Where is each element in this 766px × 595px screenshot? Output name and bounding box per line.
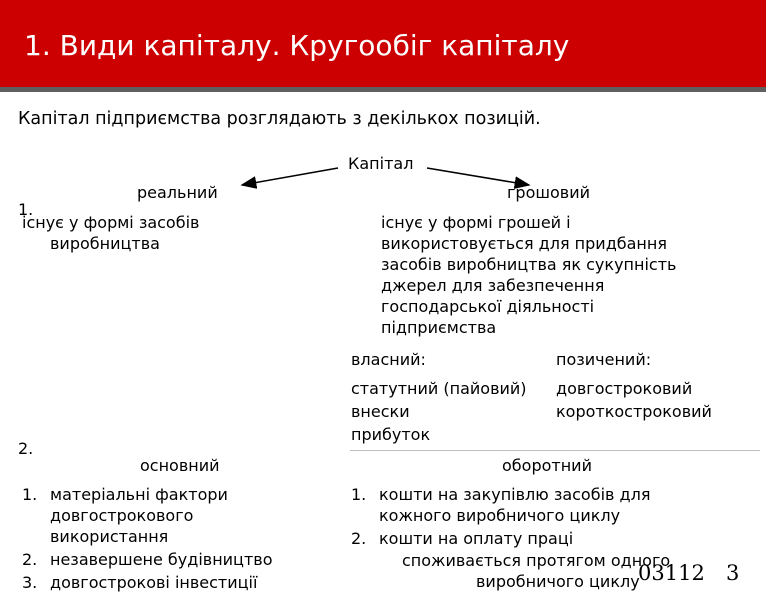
borrowed-capital-list <box>556 377 712 423</box>
money-description <box>381 212 676 338</box>
list-item <box>351 484 650 526</box>
list-item-line: кошти на оплату праці <box>379 529 574 548</box>
list-item-number: 1. <box>351 485 367 504</box>
list-item-line: незавершене будівництво <box>50 550 273 569</box>
branch-real: реальний <box>137 183 218 202</box>
slide-title: 1. Види капіталу. Кругообіг капіталу <box>24 29 570 62</box>
page-number: 3 <box>726 561 740 585</box>
money-description-line: джерел для забезпечення <box>381 276 605 295</box>
footer-code: 03112 <box>638 561 705 585</box>
money-description-line: господарської діяльності <box>381 297 595 316</box>
section-divider <box>350 450 760 451</box>
arrow-to-real <box>242 168 338 185</box>
list-item-line: використання <box>50 527 169 546</box>
section-1-number: 1. <box>18 200 34 219</box>
list-item <box>22 484 272 547</box>
real-description-line: існує у формі засобів <box>22 213 200 232</box>
list-item-number: 2. <box>351 529 367 548</box>
list-item-line: кошти на закупівлю засобів для <box>379 485 651 504</box>
list-item-line: довгострокові інвестиції <box>50 573 258 592</box>
list-item-line: кожного виробничого циклу <box>379 506 621 525</box>
own-capital-item: внески <box>351 402 410 421</box>
branch-money: грошовий <box>507 183 591 202</box>
intro-text: Капітал підприємства розглядають з декількох позицій. <box>18 109 541 129</box>
own-capital-label: власний: <box>351 350 426 369</box>
own-capital-list <box>351 377 527 446</box>
list-item-line: довгострокового <box>50 506 194 525</box>
fixed-capital-label: основний <box>140 456 220 475</box>
working-capital-list <box>351 484 650 551</box>
money-description-line: використовується для придбання <box>381 234 667 253</box>
own-capital-item: прибуток <box>351 425 431 444</box>
list-item-number: 2. <box>22 550 38 569</box>
list-item <box>22 549 272 570</box>
note-line: споживається протягом одного <box>402 551 671 570</box>
borrowed-capital-item: довгостроковий <box>556 379 693 398</box>
real-description-line: виробництва <box>50 234 160 253</box>
note-line: виробничого циклу <box>476 572 640 591</box>
list-item-number: 1. <box>22 485 38 504</box>
list-item <box>351 528 650 549</box>
borrowed-capital-item: короткостроковий <box>556 402 712 421</box>
fixed-capital-list <box>22 484 272 595</box>
money-description-line: підприємства <box>381 318 497 337</box>
working-capital-label: оборотний <box>502 456 592 475</box>
diagram-root-capital: Капітал <box>348 154 414 173</box>
own-capital-item: статутний (пайовий) <box>351 379 527 398</box>
money-description-line: існує у формі грошей і <box>381 213 571 232</box>
money-description-line: засобів виробництва як сукупність <box>381 255 677 274</box>
list-item-number: 3. <box>22 573 38 592</box>
list-item-line: матеріальні фактори <box>50 485 228 504</box>
list-item <box>22 572 272 593</box>
section-2-number: 2. <box>18 439 34 458</box>
real-description <box>22 212 199 254</box>
borrowed-capital-label: позичений: <box>556 350 652 369</box>
